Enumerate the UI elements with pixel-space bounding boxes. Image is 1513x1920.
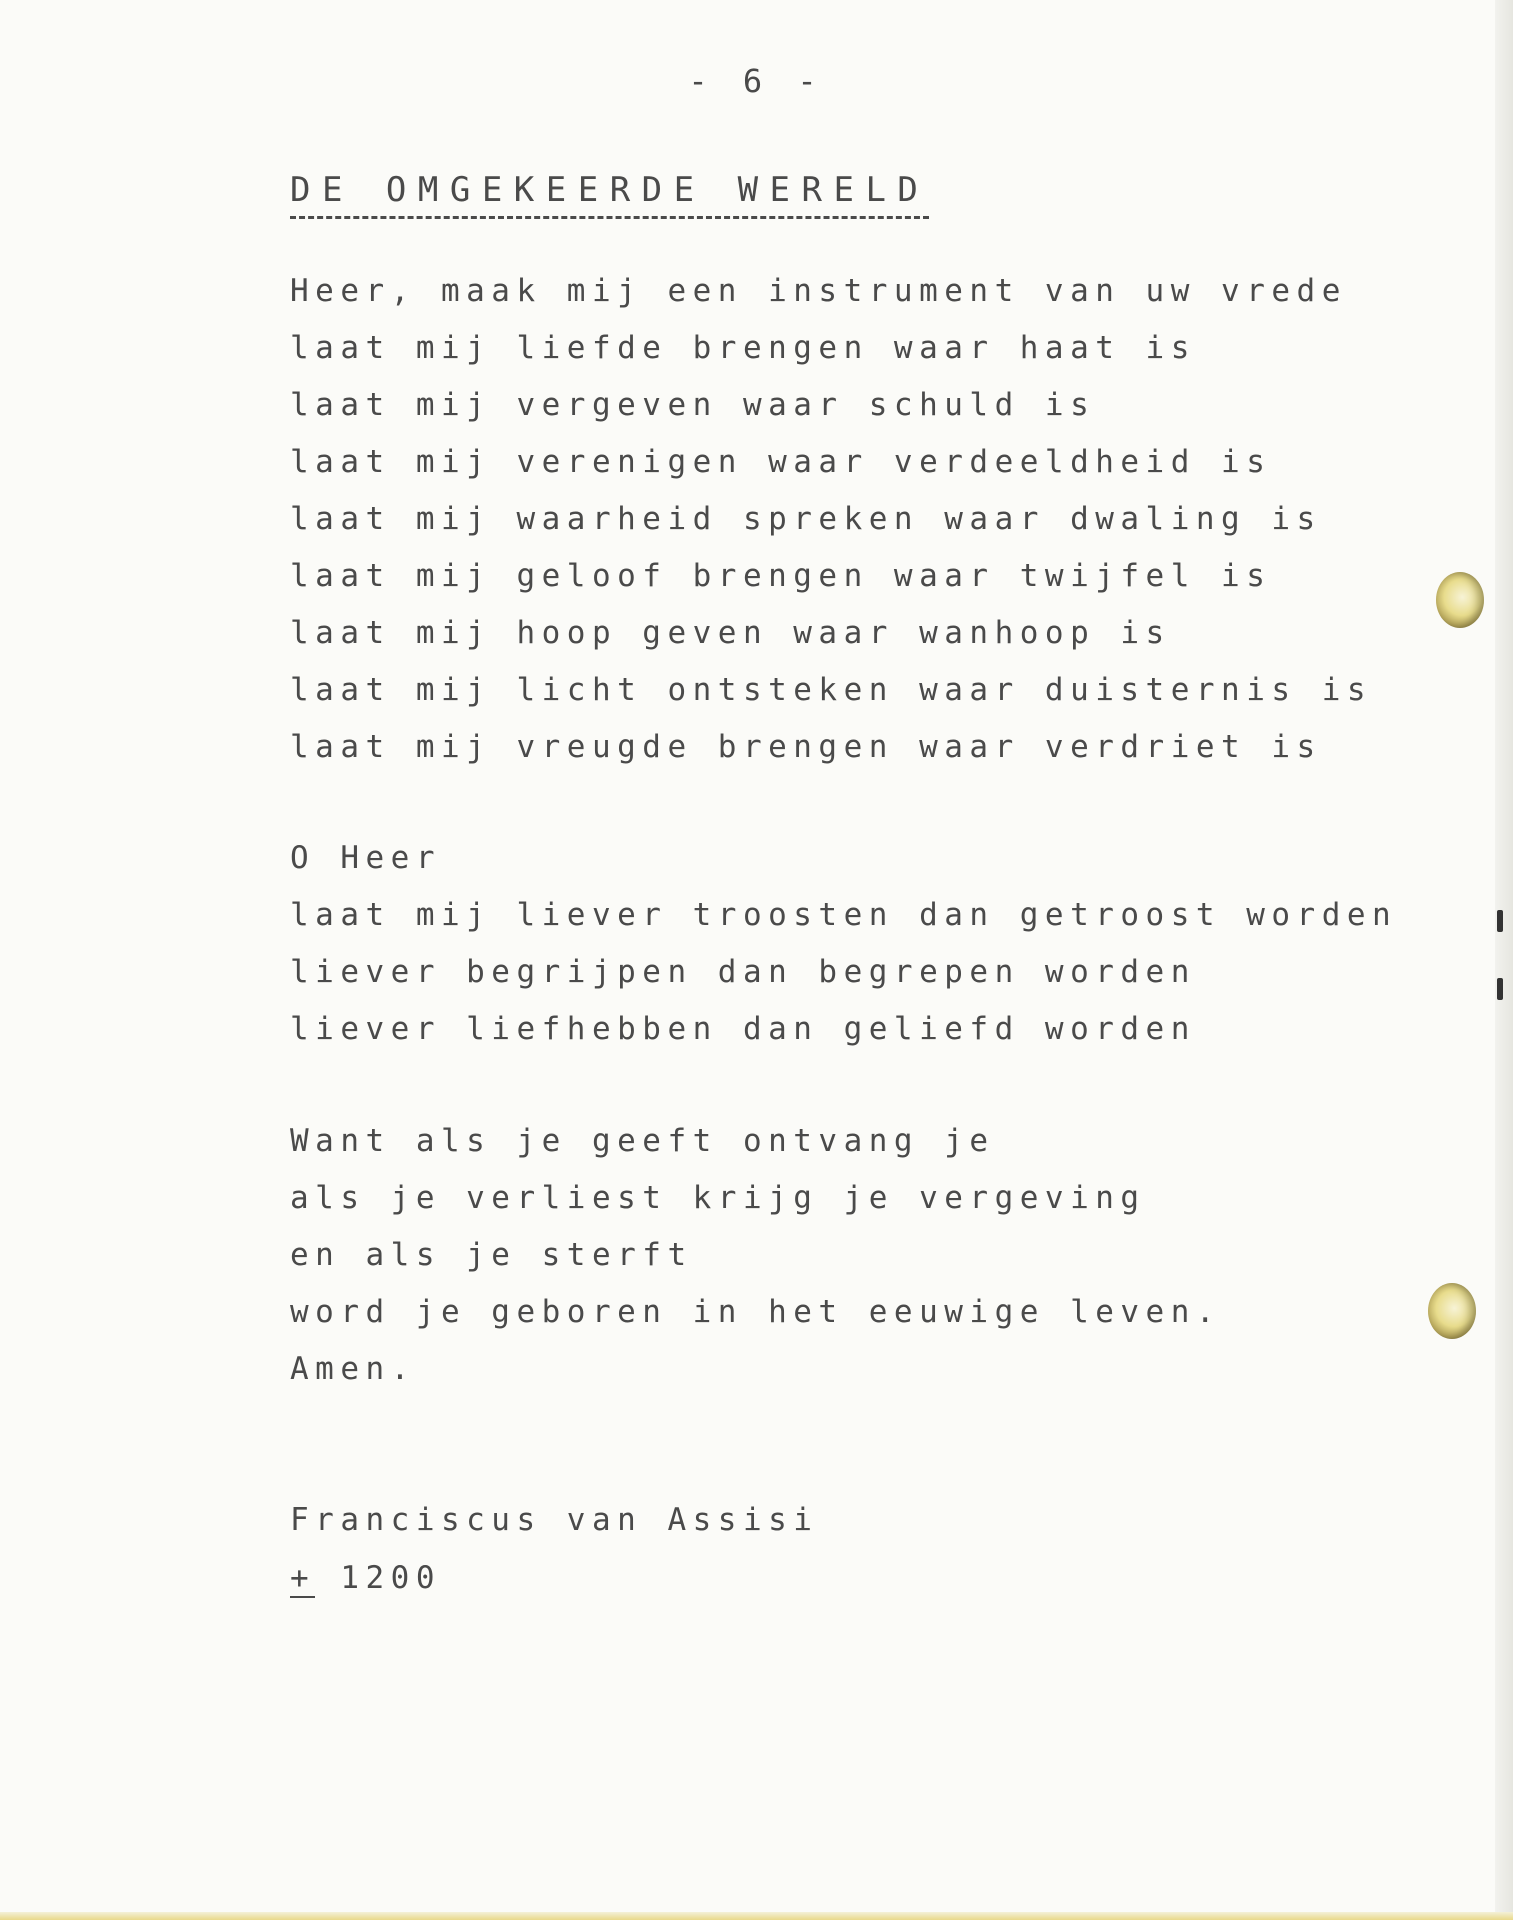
poem-line: Heer, maak mij een instrument van uw vrede — [290, 273, 1347, 309]
stanza-1 — [290, 263, 1372, 776]
punch-hole-bottom — [1428, 1283, 1476, 1339]
poem-line: laat mij geloof brengen waar twijfel is — [290, 558, 1272, 594]
author-year: 1200 — [340, 1560, 441, 1596]
page-edge — [1495, 0, 1513, 1920]
page-bottom-edge — [0, 1912, 1513, 1920]
poem-line: laat mij licht ontsteken waar duisternis is — [290, 672, 1373, 708]
poem-line: laat mij vreugde brengen waar verdriet is — [290, 729, 1322, 765]
punch-hole-top — [1436, 572, 1484, 628]
poem-line: word je geboren in het eeuwige leven. — [290, 1294, 1222, 1330]
edge-mark — [1497, 910, 1503, 932]
poem-line: laat mij liefde brengen waar haat is — [290, 330, 1196, 366]
stanza-2 — [290, 830, 1397, 1058]
poem-line: O Heer — [290, 840, 441, 876]
author-date — [290, 1550, 441, 1607]
poem-line: liever liefhebben dan geliefd worden — [290, 1011, 1196, 1047]
poem-line: laat mij hoop geven waar wanhoop is — [290, 615, 1171, 651]
poem-line: liever begrijpen dan begrepen worden — [290, 954, 1196, 990]
poem-line: Amen. — [290, 1351, 416, 1387]
page-number: - 6 - — [688, 62, 825, 100]
circa-symbol: + — [290, 1560, 316, 1596]
poem-line: Want als je geeft ontvang je — [290, 1123, 995, 1159]
poem-line: als je verliest krijg je vergeving — [290, 1180, 1146, 1216]
poem-line: laat mij verenigen waar verdeeldheid is — [290, 444, 1272, 480]
author-name: Franciscus van Assisi — [290, 1502, 819, 1538]
stanza-3 — [290, 1113, 1221, 1398]
poem-line: laat mij liever troosten dan getroost worden — [290, 897, 1398, 933]
poem-line: laat mij vergeven waar schuld is — [290, 387, 1096, 423]
poem-line: laat mij waarheid spreken waar dwaling is — [290, 501, 1322, 537]
poem-line: en als je sterft — [290, 1237, 693, 1273]
edge-mark — [1497, 978, 1503, 1000]
page-title: DE OMGEKEERDE WERELD — [290, 170, 929, 219]
